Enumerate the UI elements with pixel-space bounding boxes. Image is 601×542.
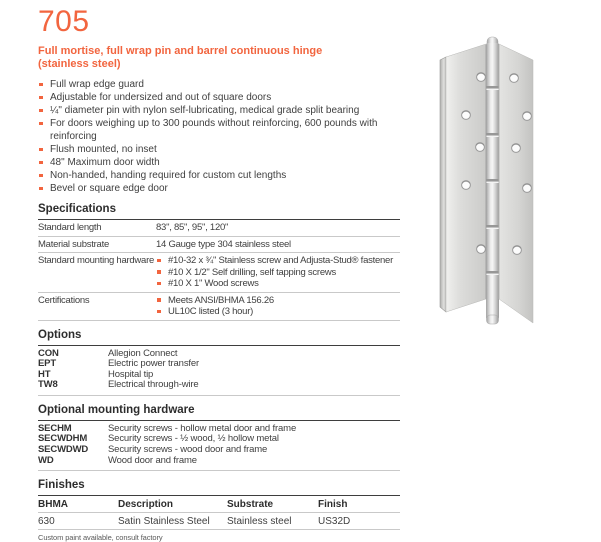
bullet-icon <box>157 310 161 314</box>
bullet-icon <box>39 187 43 191</box>
table-row <box>38 456 400 467</box>
table-row <box>38 293 400 321</box>
bullet-icon <box>157 259 161 263</box>
screw-hole <box>462 181 471 190</box>
spec-value: 83", 85", 95", 120" <box>156 222 229 233</box>
option-code: CON <box>38 347 59 359</box>
table-row <box>38 445 400 456</box>
feature-item: Full wrap edge guard <box>38 78 400 91</box>
finish-substrate: Stainless steel <box>227 515 292 527</box>
specifications-heading: Specifications <box>38 203 400 220</box>
bullet-icon <box>39 174 43 178</box>
spec-bullet-item: #10 X 1/2" Self drilling, self tapping screws <box>156 267 400 279</box>
table-row <box>38 237 400 254</box>
finishes-heading: Finishes <box>38 479 400 496</box>
spec-bullet-item: #10-32 x ¾" Stainless screw and Adjusta-Stud® fastener <box>156 255 400 267</box>
table-row <box>38 370 400 381</box>
option-description: Electric power transfer <box>108 358 200 370</box>
screw-hole <box>510 74 519 83</box>
product-subtitle <box>38 45 400 71</box>
spec-label: Standard length <box>38 222 102 233</box>
spec-value-list <box>156 295 400 318</box>
optional-hardware-table <box>38 421 400 471</box>
hinge-barrel-bottom <box>487 315 499 324</box>
hardware-description: Security screws - wood door and frame <box>108 444 268 456</box>
option-description: Hospital tip <box>108 368 154 380</box>
finish-description: Satin Stainless Steel <box>118 515 210 527</box>
table-row <box>38 220 400 237</box>
bullet-icon <box>39 83 43 87</box>
finishes-header-row <box>38 496 400 513</box>
spec-bullet-item: #10 X 1" Wood screws <box>156 278 400 290</box>
screw-hole <box>512 144 521 153</box>
table-row <box>38 359 400 370</box>
table-row <box>38 253 400 293</box>
table-row <box>38 380 400 391</box>
optional-mounting-hardware-section <box>38 404 400 471</box>
page-title: 705 <box>38 5 90 38</box>
column-header: BHMA <box>38 499 68 511</box>
spec-bullet-item: Meets ANSI/BHMA 156.26 <box>156 295 400 307</box>
feature-item: ¼" diameter pin with nylon self-lubricating, medical grade split bearing <box>38 104 400 117</box>
feature-item: Non-handed, handing required for custom cut lengths <box>38 169 400 182</box>
screw-hole <box>477 73 486 82</box>
optional-mounting-hardware-heading: Optional mounting hardware <box>38 404 400 421</box>
screw-hole <box>513 246 522 255</box>
bullet-icon <box>39 96 43 100</box>
hardware-code: WD <box>38 454 54 466</box>
options-section <box>38 329 400 396</box>
spec-label: Material substrate <box>38 238 110 250</box>
spec-label: Standard mounting hardware <box>38 255 155 266</box>
hardware-code: SECWDWD <box>38 444 89 456</box>
bullet-icon <box>39 109 43 113</box>
finish-code: US32D <box>318 515 351 527</box>
screw-hole <box>523 112 532 121</box>
hinge-edge-guard <box>440 57 446 312</box>
feature-item: Bevel or square edge door <box>38 182 400 195</box>
screw-hole <box>523 184 532 193</box>
hardware-description: Security screws - hollow metal door and frame <box>108 422 297 434</box>
options-table <box>38 346 400 396</box>
option-code: TW8 <box>38 379 58 391</box>
feature-item: 48" Maximum door width <box>38 156 400 169</box>
finish-bhma: 630 <box>38 515 55 527</box>
finishes-section <box>38 479 400 542</box>
screw-hole <box>462 111 471 120</box>
continuous-hinge-photo <box>437 36 547 328</box>
option-description: Allegion Connect <box>108 347 178 359</box>
spec-value-list <box>156 255 400 290</box>
product-image-hinge <box>437 36 547 328</box>
hardware-description: Security screws - ½ wood, ½ hollow metal <box>108 433 279 445</box>
column-header: Finish <box>318 499 348 511</box>
hardware-code: SECWDHM <box>38 433 88 445</box>
bullet-icon <box>39 161 43 165</box>
bullet-icon <box>157 298 161 302</box>
spec-bullet-item: UL10C listed (3 hour) <box>156 306 400 318</box>
option-code: EPT <box>38 358 57 370</box>
bullet-icon <box>157 282 161 286</box>
content-column <box>38 5 400 542</box>
subtitle-line: Full mortise, full wrap pin and barrel continuous hinge <box>38 45 323 57</box>
table-row <box>38 513 400 530</box>
option-code: HT <box>38 368 51 380</box>
column-header: Substrate <box>227 499 274 511</box>
finishes-footnote: Custom paint available, consult factory <box>38 533 163 542</box>
feature-list <box>38 78 400 195</box>
spec-value: 14 Gauge type 304 stainless steel <box>156 238 291 250</box>
hardware-description: Wood door and frame <box>108 454 197 466</box>
hinge-left-leaf <box>446 44 486 312</box>
feature-item: For doors weighing up to 300 pounds without reinforcing, 600 pounds with reinforcing <box>38 117 400 143</box>
screw-hole <box>477 245 486 254</box>
subtitle-line: (stainless steel) <box>38 58 121 70</box>
specifications-section <box>38 203 400 321</box>
column-header: Description <box>118 499 174 511</box>
hardware-code: SECHM <box>38 422 72 434</box>
bullet-icon <box>39 148 43 152</box>
feature-item: Adjustable for undersized and out of square doors <box>38 91 400 104</box>
screw-hole <box>476 143 485 152</box>
feature-item: Flush mounted, no inset <box>38 143 400 156</box>
option-description: Electrical through-wire <box>108 379 199 391</box>
table-row <box>38 349 400 360</box>
options-heading: Options <box>38 329 400 346</box>
bullet-icon <box>157 270 161 274</box>
spec-label: Certifications <box>38 294 90 306</box>
bullet-icon <box>39 122 43 126</box>
